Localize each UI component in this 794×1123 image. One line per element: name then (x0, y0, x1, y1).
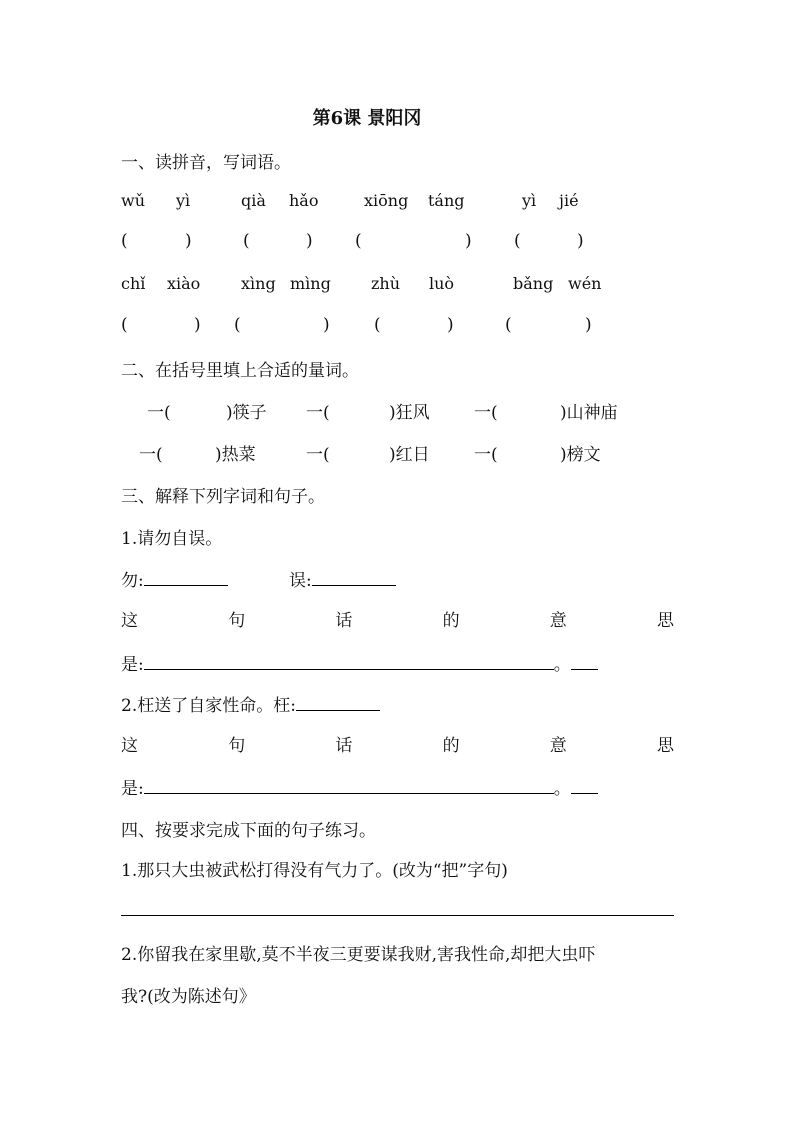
pinyin: xìng (241, 274, 276, 293)
section-4-heading: 四、按要求完成下面的句子练习。 (121, 821, 376, 841)
pinyin: xiào (167, 274, 201, 293)
measure-word-open: 一( (474, 403, 498, 423)
pinyin: zhù (371, 274, 401, 293)
answer-blank[interactable] (296, 709, 380, 711)
question-3-2 (121, 691, 380, 716)
answer-paren: ( (243, 231, 250, 251)
period: 。 (553, 655, 571, 675)
pinyin: jié (559, 191, 579, 210)
meaning-answer-line (121, 650, 598, 675)
question-4-2: 2.你留我在家里歇,莫不半夜三更要谋我财,害我性命,却把大虫吓 (121, 945, 596, 965)
section-2-heading: 二、在括号里填上合适的量词。 (121, 361, 359, 381)
answer-paren: ) (323, 315, 330, 335)
answer-paren: ) (585, 315, 592, 335)
meaning-char: 这 (121, 611, 138, 631)
pinyin: chǐ (121, 274, 146, 293)
measure-word-item: )筷子 (226, 403, 267, 423)
question-3-2-text: 2.枉送了自家性命。枉: (121, 696, 296, 716)
word-label (121, 566, 228, 591)
meaning-char: 话 (335, 611, 353, 631)
measure-word-item: )榜文 (560, 445, 601, 465)
pinyin: yì (176, 191, 191, 210)
word-label (289, 566, 396, 591)
pinyin: bǎng (513, 274, 554, 293)
meaning-char: 思 (656, 611, 674, 631)
section-3-heading: 三、解释下列字词和句子。 (121, 487, 325, 507)
section-1-heading: 一、读拼音，写词语。 (121, 153, 291, 173)
wu-label: 勿: (121, 571, 144, 591)
answer-paren: ( (374, 315, 381, 335)
meaning-prompt (121, 606, 674, 631)
measure-word-open: 一( (306, 445, 330, 465)
pinyin: luò (429, 274, 455, 293)
measure-word-item: )红日 (389, 445, 430, 465)
pinyin: yì (522, 191, 537, 210)
answer-line[interactable] (121, 915, 674, 916)
meaning-prompt (121, 731, 674, 756)
answer-paren: ) (306, 231, 313, 251)
answer-paren: ( (505, 315, 512, 335)
answer-paren: ) (194, 315, 201, 335)
answer-paren: ) (577, 231, 584, 251)
meaning-char: 句 (228, 736, 246, 756)
answer-blank[interactable] (144, 792, 554, 794)
answer-paren: ) (465, 231, 472, 251)
shi-label: 是: (121, 779, 144, 799)
answer-blank[interactable] (144, 668, 554, 670)
measure-word-open: 一( (139, 445, 163, 465)
measure-word-item: )热菜 (215, 445, 256, 465)
answer-blank[interactable] (144, 584, 228, 586)
meaning-char: 意 (549, 736, 567, 756)
wu2-label: 误: (289, 571, 312, 591)
measure-word-item: )山神庙 (560, 403, 618, 423)
period: 。 (553, 779, 571, 799)
answer-blank[interactable] (312, 584, 396, 586)
answer-paren: ) (447, 315, 454, 335)
answer-paren: ( (121, 315, 128, 335)
pinyin: mìng (290, 274, 331, 293)
measure-word-open: 一( (474, 445, 498, 465)
question-4-1: 1.那只大虫被武松打得没有气力了。(改为“把”字句) (121, 861, 508, 881)
answer-paren: ) (185, 231, 192, 251)
meaning-char: 意 (549, 611, 567, 631)
answer-paren: ( (234, 315, 241, 335)
answer-blank[interactable] (571, 668, 598, 670)
meaning-char: 思 (656, 736, 674, 756)
measure-word-open: 一( (147, 403, 171, 423)
pinyin: hǎo (289, 191, 319, 210)
meaning-char: 话 (335, 736, 353, 756)
measure-word-item: )狂风 (389, 403, 430, 423)
answer-paren: ( (355, 231, 362, 251)
meaning-char: 的 (442, 736, 460, 756)
meaning-char: 这 (121, 736, 138, 756)
pinyin: táng (428, 191, 465, 210)
pinyin: wén (568, 274, 602, 293)
question-3-1: 1.请勿自误。 (121, 529, 223, 549)
answer-blank[interactable] (571, 792, 598, 794)
answer-paren: ( (121, 231, 128, 251)
pinyin: wǔ (121, 191, 145, 210)
answer-paren: ( (514, 231, 521, 251)
measure-word-open: 一( (306, 403, 330, 423)
meaning-char: 句 (228, 611, 246, 631)
meaning-char: 的 (442, 611, 460, 631)
pinyin: qià (241, 191, 266, 210)
pinyin: xiōng (364, 191, 409, 210)
shi-label: 是: (121, 655, 144, 675)
meaning-answer-line (121, 774, 598, 799)
page-title: 第6课 景阳冈 (312, 108, 422, 129)
question-4-2-cont: 我?(改为陈述句》 (121, 987, 256, 1007)
